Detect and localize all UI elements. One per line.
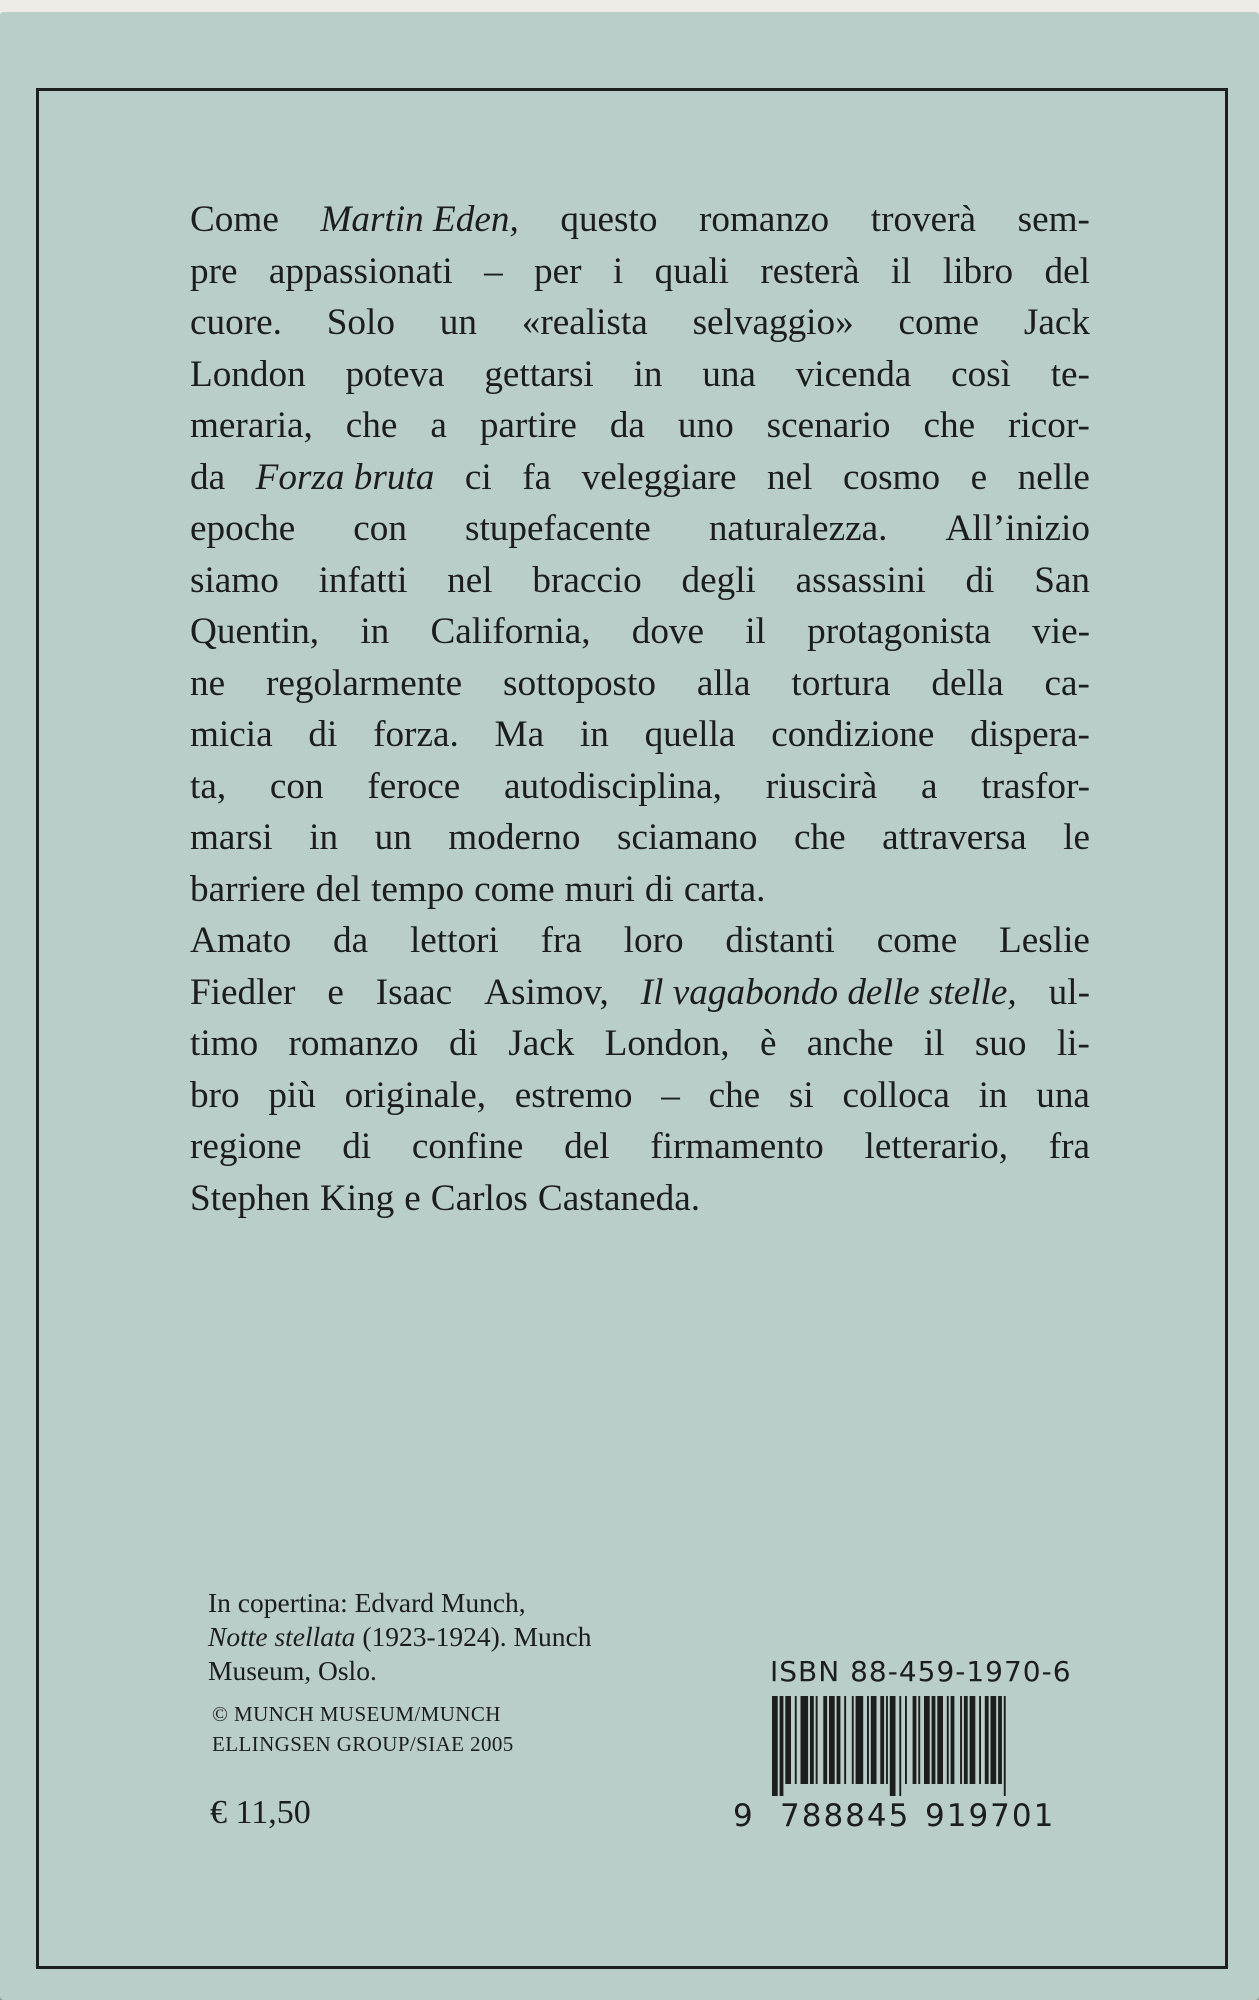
blurb-word: assassini [795, 559, 926, 601]
copyright-notice [212, 1699, 632, 1759]
blurb-word: Quentin, [190, 611, 320, 652]
blurb-word: e [970, 456, 988, 498]
blurb-word: quella [644, 714, 736, 755]
blurb-word: è [759, 1023, 777, 1064]
blurb-line [190, 246, 1090, 298]
blurb-word: di [965, 559, 995, 601]
blurb-word: come [474, 868, 555, 910]
barcode-bar [823, 1696, 827, 1784]
blurb-word: protagonista [807, 611, 991, 652]
ean-group-1: 788845 [780, 1798, 911, 1834]
blurb-word: riuscirà [765, 765, 878, 807]
blurb-word: stupefacente [464, 508, 651, 549]
blurb-word: in [978, 1074, 1008, 1116]
isbn-label: ISBN 88-459-1970-6 [770, 1655, 1072, 1688]
blurb-word: originale, [344, 1074, 487, 1116]
barcode-bars [770, 1696, 1070, 1796]
barcode-bar [801, 1696, 809, 1784]
barcode-bar [913, 1696, 917, 1784]
blurb-word: condizione [771, 714, 935, 755]
blurb-line [190, 606, 1090, 658]
cover-credits [208, 1586, 648, 1688]
barcode-bar [918, 1696, 920, 1784]
blurb-word: in [309, 817, 339, 858]
blurb-word: a [430, 405, 447, 446]
blurb-word: partire [479, 405, 577, 446]
blurb-word: muri [564, 868, 635, 910]
blurb-word: braccio [532, 559, 642, 601]
blurb-word: che [345, 405, 398, 446]
barcode-bar [867, 1696, 869, 1784]
blurb-word: in [360, 611, 390, 652]
blurb-word: timo [190, 1023, 259, 1064]
blurb-word: di [448, 1023, 478, 1064]
barcode-bar [932, 1696, 936, 1784]
blurb-word: nel [767, 456, 813, 498]
blurb-word: e [327, 971, 344, 1013]
blurb-word: forza. [373, 714, 459, 755]
barcode-bar [951, 1696, 955, 1784]
blurb-line [190, 1070, 1090, 1122]
barcode-bar [947, 1696, 949, 1784]
credits-line-2-rest: (1923-1924). Munch [355, 1621, 592, 1652]
blurb-word: fa [522, 456, 552, 498]
blurb-word: sem- [1017, 199, 1090, 240]
blurb-word: infatti [318, 559, 408, 601]
blurb-word: uno [677, 405, 734, 446]
blurb-line [190, 709, 1090, 761]
blurb-word: più [268, 1074, 316, 1116]
barcode-bar [837, 1696, 841, 1784]
barcode-bar [772, 1696, 778, 1796]
blurb-line [190, 555, 1090, 607]
blurb-word: regione [190, 1126, 302, 1167]
barcode-bar [856, 1696, 864, 1784]
blurb-word: una [702, 353, 756, 395]
barcode-bar [905, 1696, 907, 1784]
blurb-word: barriere [190, 868, 306, 910]
blurb-line [190, 864, 1090, 916]
barcode-bar [960, 1696, 962, 1784]
blurb-word: libro [942, 250, 1014, 292]
painting-title: Notte stellata [208, 1621, 356, 1652]
barcode-bar [991, 1696, 997, 1784]
barcode-bar [899, 1696, 901, 1796]
copyright-line-1: © MUNCH MUSEUM/MUNCH [212, 1702, 501, 1726]
blurb-word: feroce [367, 765, 461, 807]
blurb-word: il [745, 611, 766, 652]
ean-first-digit: 9 [733, 1798, 753, 1834]
blurb-word: resterà [760, 250, 860, 292]
blurb-word: carta. [683, 868, 766, 910]
blurb-word: London [190, 353, 306, 395]
credits-line-2 [208, 1620, 648, 1654]
blurb-word: gettarsi [484, 353, 594, 395]
blurb-word: appassionati [268, 250, 453, 292]
blurb-line [190, 452, 1090, 504]
blurb-word: pre [190, 250, 238, 292]
blurb-word: Fiedler [190, 971, 296, 1013]
blurb-word: distanti [725, 920, 835, 961]
blurb-word: sciamano [617, 817, 758, 858]
blurb-word: nel [447, 559, 493, 601]
copyright-line-2: ELLINGSEN GROUP/SIAE 2005 [212, 1732, 514, 1756]
blurb-word: Come [190, 199, 279, 240]
blurb-word: ta, [190, 765, 227, 807]
blurb-word: vicenda [795, 353, 912, 395]
barcode-bar [810, 1696, 814, 1784]
barcode-bar [985, 1696, 989, 1784]
blurb-word: cosmo [842, 456, 941, 498]
blurb-word: Amato [190, 920, 292, 961]
barcode-bar [964, 1696, 968, 1784]
blurb-line [190, 761, 1090, 813]
blurb-word: tempo [371, 868, 465, 910]
barcode-bar [1004, 1696, 1006, 1796]
blurb-word: da [333, 920, 369, 961]
blurb-word: poteva [345, 353, 445, 395]
blurb-word: il [923, 1023, 945, 1064]
blurb-word: ci [464, 456, 492, 498]
blurb-text [190, 194, 1090, 1224]
barcode-bar [924, 1696, 930, 1784]
blurb-word: Asimov, [484, 971, 609, 1013]
blurb-word: Jack [1023, 302, 1090, 343]
barcode-bar [795, 1696, 797, 1784]
blurb-word: a [921, 765, 938, 807]
blurb-word: quali [654, 250, 729, 292]
blurb-word: nelle [1017, 456, 1090, 498]
blurb-line [190, 1173, 1090, 1225]
blurb-word: un [439, 302, 477, 343]
blurb-word: veleggiare [581, 456, 737, 498]
barcode-bar [880, 1696, 884, 1784]
blurb-line [190, 915, 1090, 967]
blurb-word: le [1063, 817, 1090, 858]
blurb-word: dispera- [970, 714, 1090, 755]
blurb-word: una [1036, 1074, 1090, 1116]
ean-group-2: 919701 [925, 1798, 1056, 1834]
blurb-word: questo [560, 199, 658, 240]
blurb-word: con [353, 508, 407, 549]
blurb-word: Carlos [430, 1177, 528, 1219]
blurb-line [190, 194, 1090, 246]
blurb-word: fra [1048, 1126, 1090, 1167]
blurb-word: degli [681, 559, 756, 601]
barcode-bar [970, 1696, 976, 1784]
barcode-bar [780, 1696, 784, 1796]
blurb-word: un [374, 817, 412, 858]
blurb-word: del [1044, 250, 1090, 292]
blurb-word: da [609, 405, 645, 446]
blurb-word: – [484, 250, 503, 292]
blurb-word: King [319, 1177, 395, 1219]
blurb-word: come [876, 920, 958, 961]
blurb-line [190, 812, 1090, 864]
blurb-word: All’inizio [945, 508, 1090, 549]
blurb-line [190, 297, 1090, 349]
blurb-word: romanzo [699, 199, 830, 240]
blurb-word: di [644, 868, 674, 910]
blurb-word: loro [623, 920, 684, 961]
barcode-bar [937, 1696, 943, 1784]
blurb-word: Ma [494, 714, 545, 755]
blurb-word: ca- [1044, 662, 1090, 704]
blurb-word: da [190, 456, 226, 498]
price-label: € 11,50 [210, 1794, 311, 1831]
blurb-word: così [951, 353, 1011, 395]
blurb-line [190, 967, 1090, 1019]
blurb-word: Solo [326, 302, 395, 343]
blurb-line [190, 1121, 1090, 1173]
barcode-bar [871, 1696, 877, 1784]
credits-line-3: Museum, Oslo. [208, 1655, 377, 1686]
blurb-word: dove [631, 611, 705, 652]
blurb-word: alla [696, 662, 751, 704]
blurb-word: meraria, [190, 405, 313, 446]
blurb-word: micia [190, 714, 273, 755]
blurb-word: confine [411, 1126, 524, 1167]
blurb-word: della [931, 662, 1004, 704]
blurb-word: di [308, 714, 338, 755]
blurb-word: trasfor- [981, 765, 1090, 807]
blurb-word: il [890, 250, 912, 292]
barcode-bar [816, 1696, 818, 1784]
blurb-word: li- [1056, 1023, 1090, 1064]
barcode-bar [844, 1696, 846, 1784]
blurb-word: ricor- [1008, 405, 1090, 446]
blurb-word: – [661, 1074, 680, 1116]
blurb-word: letterario, [864, 1126, 1008, 1167]
barcode-bar [890, 1696, 896, 1796]
blurb-line [190, 1018, 1090, 1070]
blurb-italic-word: Il vagabondo delle stelle, [640, 971, 1017, 1013]
blurb-word: siamo [190, 559, 279, 601]
blurb-word: estremo [514, 1074, 633, 1116]
blurb-word: i [612, 250, 624, 292]
blurb-word: romanzo [288, 1023, 419, 1064]
blurb-line [190, 503, 1090, 555]
blurb-word: moderno [448, 817, 581, 858]
blurb-word: regolarmente [265, 662, 463, 704]
blurb-word: scenario [766, 405, 891, 446]
blurb-word: Isaac [375, 971, 453, 1013]
blurb-word: del [564, 1126, 610, 1167]
blurb-word: del [315, 868, 362, 910]
blurb-word: attraversa [882, 817, 1027, 858]
blurb-word: autodisciplina, [504, 765, 722, 807]
blurb-word: suo [974, 1023, 1027, 1064]
blurb-word: tortura [791, 662, 891, 704]
barcode-bar [979, 1696, 981, 1784]
barcode-bar [998, 1696, 1002, 1784]
barcode-bar [852, 1696, 854, 1784]
blurb-word: con [269, 765, 324, 807]
credits-line-1: In copertina: Edvard Munch, [208, 1587, 526, 1618]
blurb-word: selvaggio» [692, 302, 854, 343]
blurb-word: sottoposto [503, 662, 656, 704]
blurb-word: che [923, 405, 976, 446]
blurb-word: vie- [1032, 611, 1090, 652]
blurb-word: come [898, 302, 980, 343]
blurb-line [190, 349, 1090, 401]
blurb-word: Stephen [190, 1177, 310, 1219]
blurb-word: naturalezza. [708, 508, 888, 549]
blurb-word: Leslie [999, 920, 1090, 961]
blurb-word: si [788, 1074, 814, 1116]
blurb-italic-word: Forza bruta [255, 456, 435, 498]
blurb-word: Castaneda. [537, 1177, 701, 1219]
blurb-word: in [579, 714, 609, 755]
barcode-bar [785, 1696, 791, 1784]
blurb-word: ne [190, 662, 226, 704]
blurb-word: San [1034, 559, 1090, 601]
blurb-word: ul- [1048, 971, 1090, 1013]
blurb-word: fra [540, 920, 582, 961]
blurb-word: Jack [508, 1023, 575, 1064]
blurb-word: di [342, 1126, 372, 1167]
blurb-word: troverà [870, 199, 977, 240]
barcode [770, 1696, 1070, 1796]
blurb-word: per [534, 250, 582, 292]
blurb-italic-word: Martin Eden, [320, 199, 519, 240]
blurb-word: marsi [190, 817, 273, 858]
blurb-word: lettori [409, 920, 499, 961]
blurb-word: e [404, 1177, 421, 1219]
barcode-bar [829, 1696, 835, 1784]
blurb-word: bro [190, 1074, 240, 1116]
blurb-word: epoche [190, 508, 296, 549]
blurb-word: anche [806, 1023, 894, 1064]
blurb-word: che [708, 1074, 761, 1116]
blurb-word: colloca [842, 1074, 950, 1116]
blurb-word: London, [604, 1023, 730, 1064]
barcode-bar [886, 1696, 888, 1784]
blurb-word: in [633, 353, 663, 395]
blurb-line [190, 658, 1090, 710]
blurb-line [190, 400, 1090, 452]
blurb-word: te- [1050, 353, 1090, 395]
blurb-word: cuore. [190, 302, 282, 343]
blurb-word: California, [430, 611, 591, 652]
blurb-word: «realista [521, 302, 648, 343]
blurb-word: firmamento [650, 1126, 824, 1167]
blurb-word: che [793, 817, 846, 858]
